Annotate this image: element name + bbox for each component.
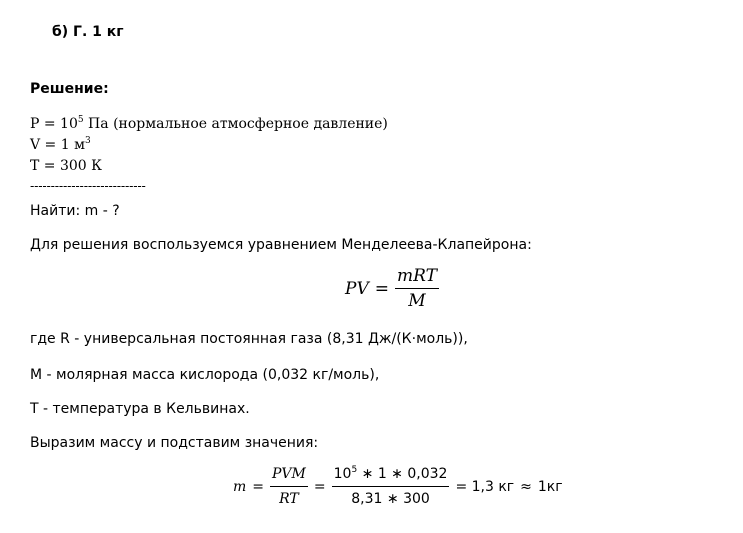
frac2-num-base: 10 — [333, 466, 352, 482]
formula2-approx: ≈ — [520, 478, 532, 495]
formula2-equals-1: = — [252, 478, 265, 495]
answer-option-header — [52, 23, 124, 41]
note-molar-mass: M - молярная масса кислорода (0,032 кг/моль), — [30, 367, 380, 383]
formula1-numerator: mRT — [395, 266, 439, 289]
intro-text: Для решения воспользуемся уравнением Менделеева-Клапейрона: — [30, 237, 532, 253]
formula2-equals-2: = — [313, 478, 326, 495]
given-temperature: T = 300 К — [30, 158, 102, 174]
given-volume-prefix: V = 1 м — [30, 137, 85, 153]
express-text: Выразим массу и подставим значения: — [30, 435, 319, 451]
formula1-equals: = — [374, 278, 389, 299]
frac2-num-exponent: 5 — [351, 465, 358, 475]
formula2-result: = 1,3 кг — [455, 478, 515, 495]
formula2-fraction-numeric — [332, 464, 450, 509]
given-pressure-exponent: 5 — [77, 115, 84, 125]
formula2-frac1-numerator: PVM — [270, 464, 308, 487]
formula2-fraction-symbolic — [270, 464, 308, 509]
formula2-frac1-denominator: RT — [279, 491, 299, 507]
formula1-fraction — [395, 266, 439, 311]
given-volume-exponent: 3 — [85, 136, 91, 146]
find-line: Найти: m - ? — [30, 203, 120, 219]
note-temperature: T - температура в Кельвинах. — [30, 401, 250, 417]
formula2-frac2-numerator — [332, 464, 450, 487]
given-pressure-prefix: P = 10 — [30, 116, 78, 132]
given-volume — [30, 136, 91, 154]
header-text: б) Г. 1 кг — [52, 24, 124, 40]
given-separator: ---------------------------- — [30, 179, 146, 193]
formula2-lhs: m — [233, 478, 247, 495]
given-pressure — [30, 115, 388, 133]
frac2-num-rest: ∗ 1 ∗ 0,032 — [357, 466, 448, 482]
note-gas-constant: где R - универсальная постоянная газа (8,31 Дж/(К·моль)), — [30, 331, 468, 347]
formula-mass-calculation — [233, 464, 563, 509]
formula2-frac2-denominator: 8,31 ∗ 300 — [351, 491, 430, 507]
formula2-final: 1кг — [537, 478, 563, 495]
formula1-lhs: PV — [345, 278, 369, 299]
solution-label: Решение: — [30, 81, 109, 97]
formula-mendeleev-clapeyron — [345, 266, 439, 311]
formula1-denominator: M — [408, 291, 426, 311]
given-pressure-suffix: Па (нормальное атмосферное давление) — [83, 116, 388, 132]
